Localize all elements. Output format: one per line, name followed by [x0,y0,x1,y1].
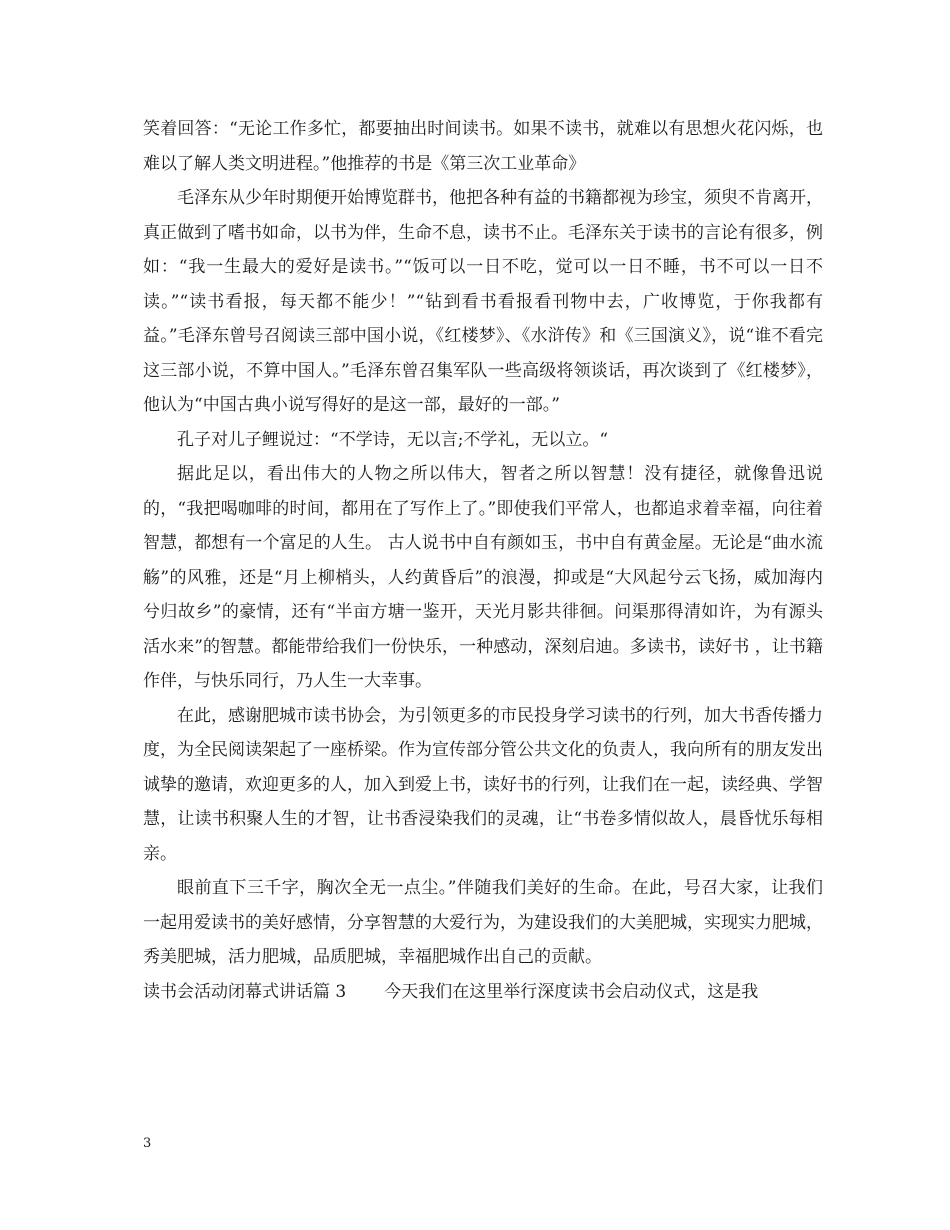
paragraph-1: 笑着回答：“无论工作多忙，都要抽出时间读书。如果不读书，就难以有思想火花闪烁，也难以了解人类文明进程。”他推荐的书是《第三次工业革命》 [143,119,823,174]
page-number: 3 [143,1136,152,1151]
section-heading-line [143,975,823,1010]
section-heading: 读书会活动闭幕式讲话篇 3 [143,981,347,1002]
paragraph-6: 眼前直下三千字，胸次全无一点尘。”伴随我们美好的生命。在此，号召大家，让我们一起用爱读书的美好感情，分享智慧的大爱行为，为建设我们的大美肥城，实现实力肥城，秀美肥城，活力肥城，品质肥城，幸福肥城作出自己的贡献。 [143,878,823,967]
paragraph-2: 毛泽东从少年时期便开始博览群书，他把各种有益的书籍都视为珍宝，须臾不肯离开，真正做到了嗜书如命，以书为伴，生命不息，读书不止。毛泽东关于读书的言论有很多，例如：“我一生最大的爱好是读书。”“饭可以一日不吃，觉可以一日不睡，书不可以一日不读。”“读书看报，每天都不能少！”“钻到看书看报看刊物中去，广收博览，于你我都有益。”毛泽东曾号召阅读三部中国小说，《红楼梦》、《水浒传》和《三国演义》，说“谁不看完这三部小说，不算中国人。”毛泽东曾召集军队一些高级将领谈话，再次谈到了《红楼梦》，他认为“中国古典小说写得好的是这一部，最好的一部。” [143,188,823,415]
paragraph-5: 在此，感谢肥城市读书协会，为引领更多的市民投身学习读书的行列，加大书香传播力度，为全民阅读架起了一座桥梁。作为宣传部分管公共文化的负责人，我向所有的朋友发出诚挚的邀请，欢迎更多的人，加入到爱上书，读好书的行列，让我们在一起，读经典、学智慧，让读书积聚人生的才智，让书香浸染我们的灵魂，让“书卷多情似故人，晨昏忧乐每相亲。 [143,705,823,864]
paragraph-3: 孔子对儿子鲤说过：“不学诗，无以言;不学礼，无以立。“ [177,429,609,450]
section-lead-text: 今天我们在这里举行深度读书会启动仪式，这是我 [384,981,759,1002]
document-body [143,112,823,1009]
paragraph-4: 据此足以，看出伟大的人物之所以伟大，智者之所以智慧！没有捷径，就像鲁迅说的，“我把喝咖啡的时间，都用在了写作上了。”即使我们平常人，也都追求着幸福，向往着智慧，都想有一个富足的人生。 古人说书中自有颜如玉，书中自有黄金屋。无论是“曲水流觞”的风雅，还是“月上柳梢头，人约黄昏后”的浪漫，抑或是“大风起兮云飞扬，威加海内兮归故乡”的豪情，还有“半亩方塘一鉴开，天光月影共徘徊。问渠那得清如许，为有源头活水来”的智慧。都能带给我们一份快乐，一种感动，深刻启迪。多读书，读好书 ，让书籍作伴，与快乐同行，乃人生一大幸事。 [143,464,823,691]
